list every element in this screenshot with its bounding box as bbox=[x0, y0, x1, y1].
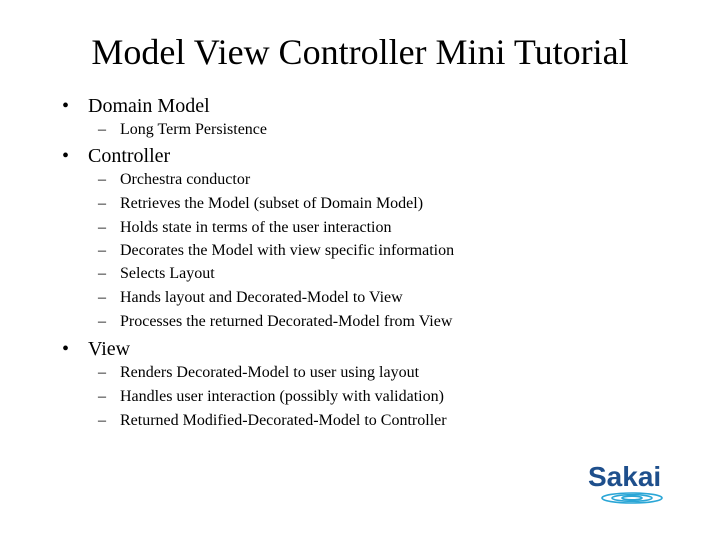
sub-item-label: Retrieves the Model (subset of Domain Model) bbox=[120, 195, 424, 212]
bullet-label: Domain Model bbox=[88, 95, 210, 117]
sub-item-label: Decorates the Model with view specific information bbox=[120, 242, 455, 259]
sub-item-label: Processes the returned Decorated-Model from View bbox=[120, 313, 453, 330]
dash-icon: – bbox=[98, 289, 106, 306]
sub-item-label: Orchestra conductor bbox=[120, 171, 251, 188]
dash-icon: – bbox=[98, 388, 106, 405]
dash-icon: – bbox=[98, 242, 106, 259]
dash-icon: – bbox=[98, 313, 106, 330]
sakai-logo bbox=[586, 452, 676, 512]
bullet-icon: • bbox=[62, 95, 70, 117]
bullet-icon: • bbox=[62, 338, 70, 360]
dash-icon: – bbox=[98, 195, 106, 212]
dash-icon: – bbox=[98, 364, 106, 381]
dash-icon: – bbox=[98, 121, 106, 138]
sub-item-label: Hands layout and Decorated-Model to View bbox=[120, 289, 403, 306]
sub-item-label: Handles user interaction (possibly with validation) bbox=[120, 388, 444, 405]
sub-item-label: Long Term Persistence bbox=[120, 121, 267, 138]
logo-ripple-inner bbox=[622, 496, 642, 500]
bullet-label: Controller bbox=[88, 145, 171, 167]
dash-icon: – bbox=[98, 265, 106, 282]
dash-icon: – bbox=[98, 412, 106, 429]
sub-item-label: Renders Decorated-Model to user using layout bbox=[120, 364, 420, 381]
dash-icon: – bbox=[98, 171, 106, 188]
bullet-label: View bbox=[88, 338, 131, 360]
logo-text: Sakai bbox=[588, 461, 662, 492]
dash-icon: – bbox=[98, 219, 106, 236]
bullet-icon: • bbox=[62, 145, 70, 167]
slide-title: Model View Controller Mini Tutorial bbox=[91, 32, 629, 72]
sub-item-label: Selects Layout bbox=[120, 265, 215, 282]
sub-item-label: Returned Modified-Decorated-Model to Controller bbox=[120, 412, 447, 429]
sub-item-label: Holds state in terms of the user interaction bbox=[120, 219, 392, 236]
